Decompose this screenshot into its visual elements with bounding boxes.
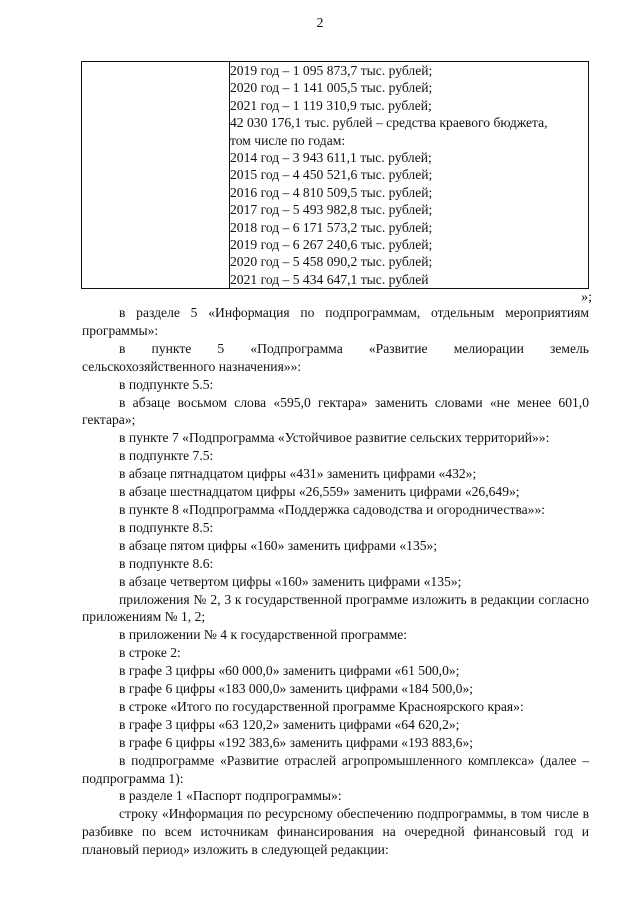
table-line: 2016 год – 4 810 509,5 тыс. рублей; (230, 184, 433, 200)
paragraph: в приложении № 4 к государственной программе: (119, 627, 408, 643)
paragraph: в подпункте 8.5: (119, 519, 214, 535)
table-line: 2014 год – 3 943 611,1 тыс. рублей; (230, 150, 432, 166)
paragraph: в графе 6 цифры «183 000,0» заменить цифрами «184 500,0»; (119, 681, 474, 697)
table-line: 2018 год – 6 171 573,2 тыс. рублей; (230, 219, 433, 235)
table-line: 2015 год – 4 450 521,6 тыс. рублей; (230, 167, 433, 183)
paragraph: в разделе 5 «Информация по подпрограммам, отдельным мероприятиям программы»: (82, 305, 589, 338)
closing-quote: »; (581, 290, 592, 305)
paragraph: в подпункте 8.6: (119, 555, 214, 571)
paragraph: в графе 3 цифры «60 000,0» заменить цифрами «61 500,0»; (119, 663, 460, 679)
paragraph: строку «Информация по ресурсному обеспечению подпрограммы, в том числе в разбивке по всем источникам финансирования на очередной финансовый год и плановый период» изложить в следующей редакции: (82, 806, 589, 858)
paragraph: в графе 3 цифры «63 120,2» заменить цифрами «64 620,2»; (119, 716, 460, 732)
amendment-text (82, 304, 589, 859)
table-line: 2019 год – 6 267 240,6 тыс. рублей; (230, 237, 433, 253)
paragraph: приложения № 2, 3 к государственной программе изложить в редакции согласно приложениям № 1, 2; (82, 591, 589, 625)
paragraph: в пункте 7 «Подпрограмма «Устойчивое развитие сельских территорий»»: (119, 430, 550, 446)
paragraph: в абзаце пятом цифры «160» заменить цифрами «135»; (119, 537, 438, 553)
table-line: 2019 год – 1 095 873,7 тыс. рублей; (230, 63, 433, 78)
table-line: том числе по годам: (230, 132, 346, 148)
paragraph: в абзаце четвертом цифры «160» заменить цифрами «135»; (119, 573, 462, 589)
table-line: 2020 год – 5 458 090,2 тыс. рублей; (230, 254, 433, 270)
page-number: 2 (316, 16, 324, 31)
paragraph: в подпункте 7.5: (119, 448, 214, 464)
paragraph: в абзаце шестнадцатом цифры «26,559» заменить цифрами «26,649»; (119, 484, 520, 500)
paragraph: в графе 6 цифры «192 383,6» заменить цифрами «193 883,6»; (119, 734, 474, 750)
paragraph: в строке 2: (119, 645, 181, 661)
paragraph: в подпункте 5.5: (119, 376, 214, 392)
table-line: 2021 год – 1 119 310,9 тыс. рублей; (230, 97, 432, 113)
paragraph: в абзаце пятнадцатом цифры «431» заменить цифрами «432»; (119, 466, 477, 482)
table-value-cell (230, 62, 589, 289)
paragraph: в строке «Итого по государственной программе Красноярского края»: (119, 698, 524, 714)
table-line: 2017 год – 5 493 982,8 тыс. рублей; (230, 202, 433, 218)
table-line: 42 030 176,1 тыс. рублей – средства краевого бюджета, (230, 115, 548, 131)
paragraph: в абзаце восьмом слова «595,0 гектара» заменить словами «не менее 601,0 гектара»; (82, 394, 589, 428)
paragraph: в разделе 1 «Паспорт подпрограммы»: (119, 788, 342, 804)
paragraph: в пункте 8 «Подпрограмма «Поддержка садоводства и огородничества»»: (119, 501, 546, 517)
paragraph: в пункте 5 «Подпрограмма «Развитие мелиорации земель сельскохозяйственного назначения»»: (82, 340, 589, 374)
table-label-cell (82, 62, 230, 289)
funding-table (81, 61, 589, 289)
table-row (82, 62, 589, 289)
table-line: 2020 год – 1 141 005,5 тыс. рублей; (230, 80, 433, 96)
table-line: 2021 год – 5 434 647,1 тыс. рублей (230, 271, 429, 287)
paragraph: в подпрограмме «Развитие отраслей агропромышленного комплекса» (далее – подпрограмма 1): (82, 752, 589, 786)
